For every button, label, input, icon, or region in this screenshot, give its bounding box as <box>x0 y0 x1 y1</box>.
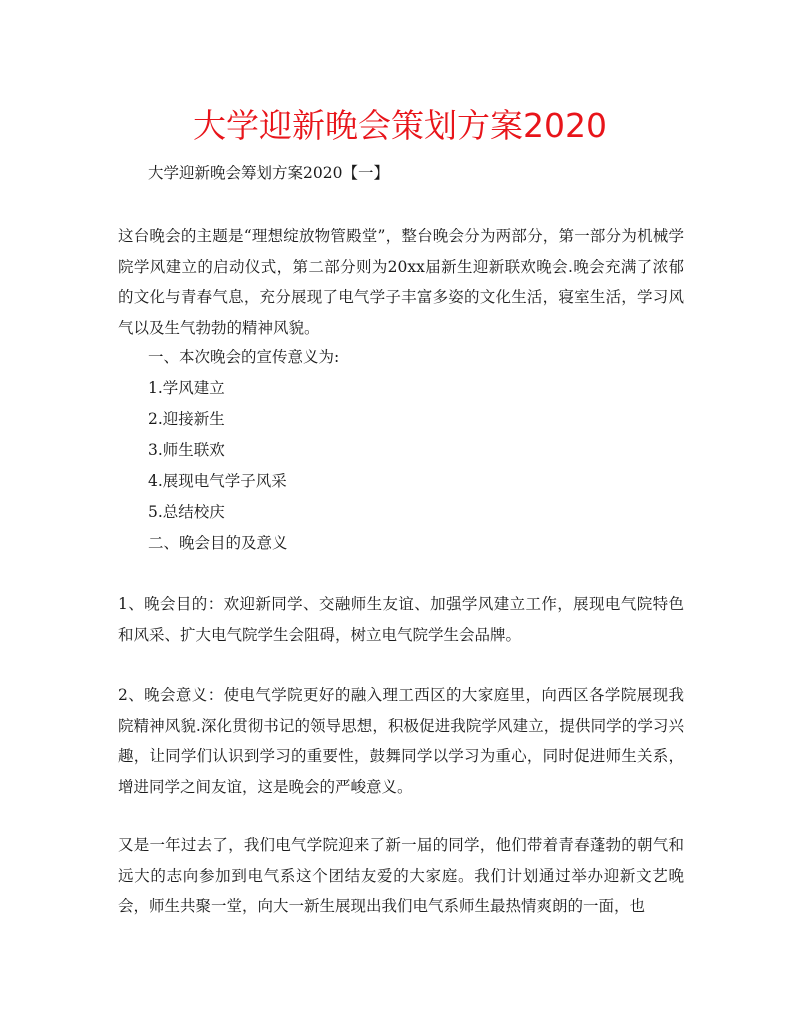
list-item: 5.总结校庆 <box>148 503 225 521</box>
list-item: 2.迎接新生 <box>148 410 225 428</box>
meaning-paragraph: 2、晚会意义：使电气学院更好的融入理工西区的大家庭里，向西区各学院展现我院精神风貌.深化贯彻书记的领导思想，积极促进我院学风建立，提供同学的学习兴趣，让同学们认识到学习的重要性，鼓舞同学以学习为重心，同时促进师生关系，增进同学之间友谊，这是晚会的严峻意义。 <box>118 686 684 796</box>
list-item: 1.学风建立 <box>148 379 225 397</box>
document-title: 大学迎新晚会策划方案2020 <box>193 106 607 145</box>
list-item: 3.师生联欢 <box>148 441 225 459</box>
purpose-paragraph: 1、晚会目的：欢迎新同学、交融师生友谊、加强学风建立工作，展现电气院特色和风采、扩大电气院学生会阻碍，树立电气院学生会品牌。 <box>118 595 684 644</box>
section2-heading: 二、晚会目的及意义 <box>148 534 288 552</box>
section1-heading: 一、本次晚会的宣传意义为: <box>148 348 340 366</box>
list-item: 4.展现电气学子风采 <box>148 472 287 490</box>
closing-paragraph: 又是一年过去了，我们电气学院迎来了新一届的同学，他们带着青春蓬勃的朝气和远大的志向参加到电气系这个团结友爱的大家庭。我们计划通过举办迎新文艺晚会，师生共聚一堂，向大一新生展现出我们电气系师生最热情爽朗的一面，也 <box>118 836 684 916</box>
intro-paragraph: 这台晚会的主题是“理想绽放物管殿堂”，整台晚会分为两部分，第一部分为机械学院学风建立的启动仪式，第二部分则为20xx届新生迎新联欢晚会.晚会充满了浓郁的文化与青春气息，充分展现了电气学子丰富多姿的文化生活，寝室生活，学习风气以及生气勃勃的精神风貌。 <box>118 227 684 337</box>
document-subtitle: 大学迎新晚会筹划方案2020【一】 <box>148 164 389 182</box>
